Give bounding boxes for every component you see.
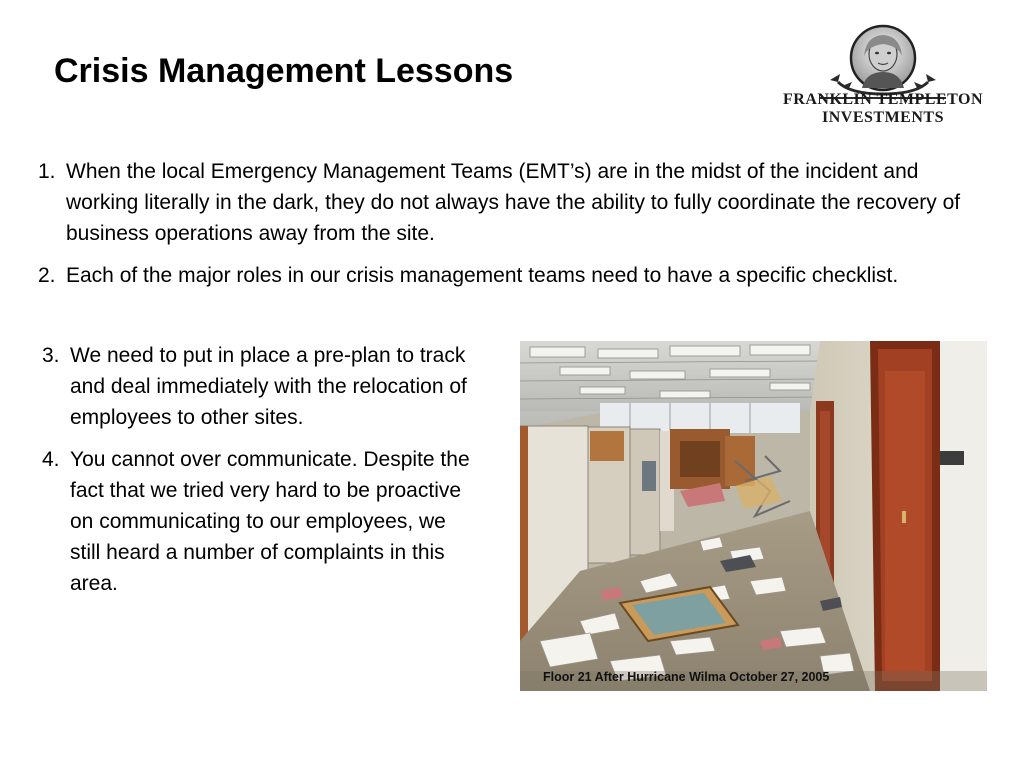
lessons-list-bottom [42,340,482,610]
lesson-text: You cannot over communicate. Despite the fact that we tried very hard to be proactive on communicating to our employees, we still heard a number of complaints in this area. [70,448,470,595]
lesson-item [38,156,978,249]
logo-line-1: FRANKLIN TEMPLETON [783,91,983,108]
lessons-list-top [38,156,978,302]
hurricane-damage-photo [520,341,987,691]
lesson-number: 4. [42,448,60,471]
lesson-number: 2. [38,264,56,287]
lesson-number: 1. [38,160,56,183]
lesson-text: Each of the major roles in our crisis management teams need to have a specific checklist. [66,264,899,287]
slide-title: Crisis Management Lessons [54,52,514,90]
lesson-item [42,444,482,599]
lesson-text: When the local Emergency Management Teams (EMT’s) are in the midst of the incident and working literally in the dark, they do not always have the ability to fully coordinate the recovery of business operations away from the site. [66,160,961,245]
lesson-number: 3. [42,344,60,367]
lesson-item [38,260,978,291]
logo-line-2: INVESTMENTS [822,109,944,126]
lesson-text: We need to put in place a pre-plan to track and deal immediately with the relocation of employees to other sites. [70,344,467,429]
franklin-templeton-logo [780,22,986,132]
photo-caption: Floor 21 After Hurricane Wilma October 27, 2005 [543,670,830,684]
lesson-item [42,340,482,433]
benjamin-franklin-medallion-icon [780,22,986,102]
